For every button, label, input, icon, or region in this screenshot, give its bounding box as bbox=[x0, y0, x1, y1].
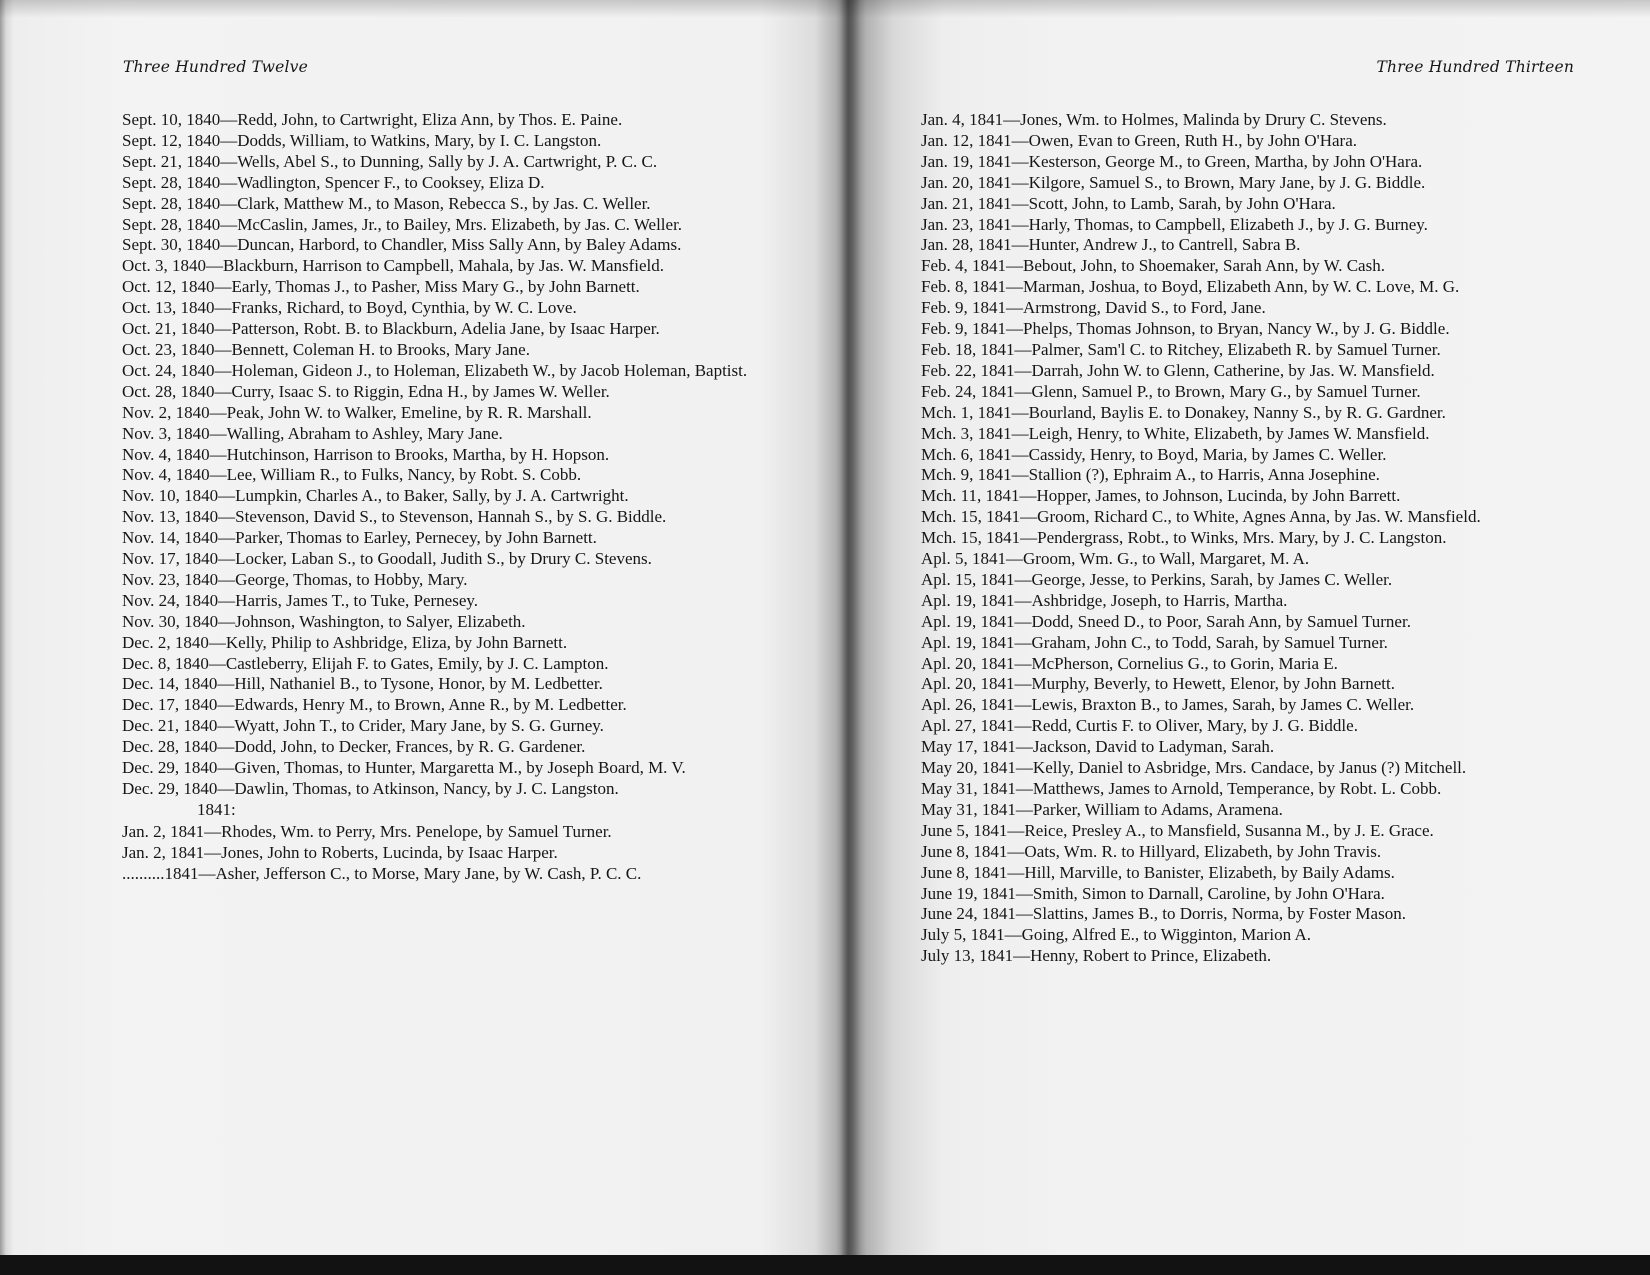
marriage-record-entry: Nov. 3, 1840—Walling, Abraham to Ashley, Mary Jane. bbox=[122, 423, 503, 443]
marriage-record-entry: Feb. 4, 1841—Bebout, John, to Shoemaker, Sarah Ann, by W. Cash. bbox=[921, 256, 1385, 276]
marriage-record-entry: Mch. 15, 1841—Groom, Richard C., to White, Agnes Anna, by Jas. W. Mansfield. bbox=[921, 507, 1481, 527]
marriage-record-entry: Nov. 17, 1840—Locker, Laban S., to Goodall, Judith S., by Drury C. Stevens. bbox=[122, 549, 652, 569]
marriage-record-entry: Jan. 20, 1841—Kilgore, Samuel S., to Brown, Mary Jane, by J. G. Biddle. bbox=[921, 172, 1426, 192]
marriage-record-entry: Apl. 20, 1841—McPherson, Cornelius G., to Gorin, Maria E. bbox=[921, 653, 1338, 673]
marriage-record-entry: Mch. 11, 1841—Hopper, James, to Johnson, Lucinda, by John Barrett. bbox=[921, 486, 1401, 506]
marriage-record-entry: Jan. 4, 1841—Jones, Wm. to Holmes, Malinda by Drury C. Stevens. bbox=[921, 110, 1387, 129]
marriage-record-entry: Apl. 19, 1841—Ashbridge, Joseph, to Harris, Martha. bbox=[921, 590, 1288, 610]
marriage-record-entry: Mch. 9, 1841—Stallion (?), Ephraim A., to Harris, Anna Josephine. bbox=[921, 465, 1380, 485]
marriage-record-entry: Dec. 14, 1840—Hill, Nathaniel B., to Tysone, Honor, by M. Ledbetter. bbox=[122, 674, 603, 694]
marriage-record-entry: Dec. 17, 1840—Edwards, Henry M., to Brown, Anne R., by M. Ledbetter. bbox=[122, 695, 627, 715]
marriage-record-entry: Dec. 29, 1840—Dawlin, Thomas, to Atkinson, Nancy, by J. C. Langston. bbox=[122, 779, 619, 798]
marriage-record-entry: May 31, 1841—Parker, William to Adams, Aramena. bbox=[921, 799, 1283, 819]
marriage-record-entry: Jan. 23, 1841—Harly, Thomas, to Campbell, Elizabeth J., by J. G. Burney. bbox=[921, 214, 1428, 234]
marriage-record-entry: Jan. 12, 1841—Owen, Evan to Green, Ruth H., by John O'Hara. bbox=[921, 130, 1358, 150]
year-heading: 1841: bbox=[197, 800, 236, 820]
marriage-record-entry: Jan. 21, 1841—Scott, John, to Lamb, Sarah, by John O'Hara. bbox=[921, 193, 1336, 213]
marriage-record-entry: Oct. 28, 1840—Curry, Isaac S. to Riggin, Edna H., by James W. Weller. bbox=[122, 381, 610, 401]
marriage-record-entry: Oct. 3, 1840—Blackburn, Harrison to Campbell, Mahala, by Jas. W. Mansfield. bbox=[122, 256, 665, 276]
running-head-left: Three Hundred Twelve bbox=[123, 58, 308, 76]
marriage-record-entry: Nov. 2, 1840—Peak, John W. to Walker, Emeline, by R. R. Marshall. bbox=[122, 402, 592, 422]
marriage-record-entry: Apl. 27, 1841—Redd, Curtis F. to Oliver, Mary, by J. G. Biddle. bbox=[921, 716, 1358, 736]
book-spine bbox=[836, 0, 866, 1255]
marriage-record-entry: July 5, 1841—Going, Alfred E., to Wigginton, Marion A. bbox=[921, 925, 1311, 945]
marriage-record-entry: Oct. 24, 1840—Holeman, Gideon J., to Holeman, Elizabeth W., by Jacob Holeman, Baptist. bbox=[122, 360, 748, 380]
marriage-record-entry: Apl. 5, 1841—Groom, Wm. G., to Wall, Margaret, M. A. bbox=[921, 549, 1310, 569]
marriage-record-entry: Jan. 28, 1841—Hunter, Andrew J., to Cantrell, Sabra B. bbox=[921, 235, 1301, 255]
marriage-record-entry: June 5, 1841—Reice, Presley A., to Mansfield, Susanna M., by J. E. Grace. bbox=[921, 820, 1434, 840]
marriage-record-entry: May 31, 1841—Matthews, James to Arnold, Temperance, by Robt. L. Cobb. bbox=[921, 779, 1442, 798]
marriage-record-entry: Feb. 22, 1841—Darrah, John W. to Glenn, Catherine, by Jas. W. Mansfield. bbox=[921, 360, 1435, 380]
marriage-record-entry: Nov. 4, 1840—Hutchinson, Harrison to Brooks, Martha, by H. Hopson. bbox=[122, 444, 610, 464]
marriage-record-entry: Feb. 8, 1841—Marman, Joshua, to Boyd, Elizabeth Ann, by W. C. Love, M. G. bbox=[921, 277, 1460, 297]
marriage-record-entry: May 17, 1841—Jackson, David to Ladyman, Sarah. bbox=[921, 737, 1275, 757]
marriage-record-entry: Sept. 30, 1840—Duncan, Harbord, to Chandler, Miss Sally Ann, by Baley Adams. bbox=[122, 235, 682, 255]
marriage-record-entry: Feb. 9, 1841—Armstrong, David S., to Ford, Jane. bbox=[921, 298, 1266, 318]
marriage-record-entry: Apl. 19, 1841—Dodd, Sneed D., to Poor, Sarah Ann, by Samuel Turner. bbox=[921, 611, 1411, 631]
right-page bbox=[848, 0, 1650, 1255]
marriage-record-list-right bbox=[921, 110, 1572, 967]
marriage-record-entry: Apl. 19, 1841—Graham, John C., to Todd, Sarah, by Samuel Turner. bbox=[921, 632, 1388, 652]
marriage-record-entry: ..........1841—Asher, Jefferson C., to Morse, Mary Jane, by W. Cash, P. C. C. bbox=[122, 863, 642, 883]
page-edge-shadow bbox=[0, 0, 848, 18]
running-head-right: Three Hundred Thirteen bbox=[1376, 58, 1574, 76]
marriage-record-entry: July 13, 1841—Henny, Robert to Prince, Elizabeth. bbox=[921, 946, 1272, 966]
marriage-record-entry: Apl. 20, 1841—Murphy, Beverly, to Hewett, Elenor, by John Barnett. bbox=[921, 674, 1395, 694]
marriage-record-entry: Feb. 24, 1841—Glenn, Samuel P., to Brown, Mary G., by Samuel Turner. bbox=[921, 381, 1421, 401]
marriage-record-entry: June 8, 1841—Hill, Marville, to Banister, Elizabeth, by Baily Adams. bbox=[921, 862, 1395, 882]
marriage-record-entry: Sept. 28, 1840—Wadlington, Spencer F., to Cooksey, Eliza D. bbox=[122, 172, 545, 192]
marriage-record-entry: Nov. 14, 1840—Parker, Thomas to Earley, Pernecey, by John Barnett. bbox=[122, 528, 597, 548]
page-edge-shadow bbox=[848, 0, 1650, 18]
marriage-record-entry: Nov. 24, 1840—Harris, James T., to Tuke, Pernesey. bbox=[122, 590, 479, 610]
marriage-record-entry: Sept. 21, 1840—Wells, Abel S., to Dunning, Sally by J. A. Cartwright, P. C. C. bbox=[122, 151, 658, 171]
marriage-record-entry: Jan. 2, 1841—Jones, John to Roberts, Lucinda, by Isaac Harper. bbox=[122, 842, 558, 862]
marriage-record-entry: Nov. 30, 1840—Johnson, Washington, to Salyer, Elizabeth. bbox=[122, 611, 526, 631]
marriage-record-entry: Dec. 21, 1840—Wyatt, John T., to Crider, Mary Jane, by S. G. Gurney. bbox=[122, 716, 604, 736]
marriage-record-entry: Oct. 12, 1840—Early, Thomas J., to Pasher, Miss Mary G., by John Barnett. bbox=[122, 277, 640, 297]
marriage-record-entry: Feb. 9, 1841—Phelps, Thomas Johnson, to Bryan, Nancy W., by J. G. Biddle. bbox=[921, 319, 1450, 339]
marriage-record-entry: June 8, 1841—Oats, Wm. R. to Hillyard, Elizabeth, by John Travis. bbox=[921, 841, 1382, 861]
marriage-record-entry: Mch. 15, 1841—Pendergrass, Robt., to Winks, Mrs. Mary, by J. C. Langston. bbox=[921, 528, 1447, 548]
marriage-record-entry: Jan. 2, 1841—Rhodes, Wm. to Perry, Mrs. Penelope, by Samuel Turner. bbox=[122, 821, 612, 841]
marriage-record-entry: June 24, 1841—Slattins, James B., to Dorris, Norma, by Foster Mason. bbox=[921, 904, 1406, 924]
marriage-record-entry: Jan. 19, 1841—Kesterson, George M., to Green, Martha, by John O'Hara. bbox=[921, 151, 1423, 171]
marriage-record-entry: Nov. 4, 1840—Lee, William R., to Fulks, Nancy, by Robt. S. Cobb. bbox=[122, 465, 582, 485]
scan-background bbox=[0, 1255, 1650, 1275]
marriage-record-entry: Mch. 1, 1841—Bourland, Baylis E. to Donakey, Nanny S., by R. G. Gardner. bbox=[921, 402, 1446, 422]
marriage-record-entry: Mch. 3, 1841—Leigh, Henry, to White, Elizabeth, by James W. Mansfield. bbox=[921, 423, 1430, 443]
marriage-record-entry: Feb. 18, 1841—Palmer, Sam'l C. to Ritchey, Elizabeth R. by Samuel Turner. bbox=[921, 339, 1441, 359]
marriage-record-entry: Sept. 28, 1840—Clark, Matthew M., to Mason, Rebecca S., by Jas. C. Weller. bbox=[122, 193, 651, 213]
marriage-record-entry: Sept. 10, 1840—Redd, John, to Cartwright, Eliza Ann, by Thos. E. Paine. bbox=[122, 110, 623, 129]
marriage-record-entry: Oct. 21, 1840—Patterson, Robt. B. to Blackburn, Adelia Jane, by Isaac Harper. bbox=[122, 319, 660, 339]
marriage-record-entry: Dec. 8, 1840—Castleberry, Elijah F. to Gates, Emily, by J. C. Lampton. bbox=[122, 653, 609, 673]
marriage-record-entry: Nov. 10, 1840—Lumpkin, Charles A., to Baker, Sally, by J. A. Cartwright. bbox=[122, 486, 629, 506]
marriage-record-entry: Apl. 26, 1841—Lewis, Braxton B., to James, Sarah, by James C. Weller. bbox=[921, 695, 1415, 715]
marriage-record-entry: Dec. 29, 1840—Given, Thomas, to Hunter, Margaretta M., by Joseph Board, M. V. bbox=[122, 758, 686, 778]
marriage-record-list-left bbox=[122, 110, 772, 885]
marriage-record-entry: Nov. 23, 1840—George, Thomas, to Hobby, Mary. bbox=[122, 569, 468, 589]
marriage-record-entry: June 19, 1841—Smith, Simon to Darnall, Caroline, by John O'Hara. bbox=[921, 883, 1385, 903]
marriage-record-entry: Nov. 13, 1840—Stevenson, David S., to Stevenson, Hannah S., by S. G. Biddle. bbox=[122, 507, 667, 527]
marriage-record-entry: Dec. 28, 1840—Dodd, John, to Decker, Frances, by R. G. Gardener. bbox=[122, 737, 586, 757]
marriage-record-entry: Sept. 28, 1840—McCaslin, James, Jr., to Bailey, Mrs. Elizabeth, by Jas. C. Weller. bbox=[122, 214, 683, 234]
marriage-record-entry: Oct. 23, 1840—Bennett, Coleman H. to Brooks, Mary Jane. bbox=[122, 339, 530, 359]
marriage-record-entry: Mch. 6, 1841—Cassidy, Henry, to Boyd, Maria, by James C. Weller. bbox=[921, 444, 1387, 464]
marriage-record-entry: Dec. 2, 1840—Kelly, Philip to Ashbridge, Eliza, by John Barnett. bbox=[122, 632, 568, 652]
marriage-record-entry: Sept. 12, 1840—Dodds, William, to Watkins, Mary, by I. C. Langston. bbox=[122, 130, 602, 150]
marriage-record-entry: Oct. 13, 1840—Franks, Richard, to Boyd, Cynthia, by W. C. Love. bbox=[122, 298, 577, 318]
marriage-record-entry: May 20, 1841—Kelly, Daniel to Asbridge, Mrs. Candace, by Janus (?) Mitchell. bbox=[921, 758, 1467, 778]
marriage-record-entry: Apl. 15, 1841—George, Jesse, to Perkins, Sarah, by James C. Weller. bbox=[921, 569, 1393, 589]
